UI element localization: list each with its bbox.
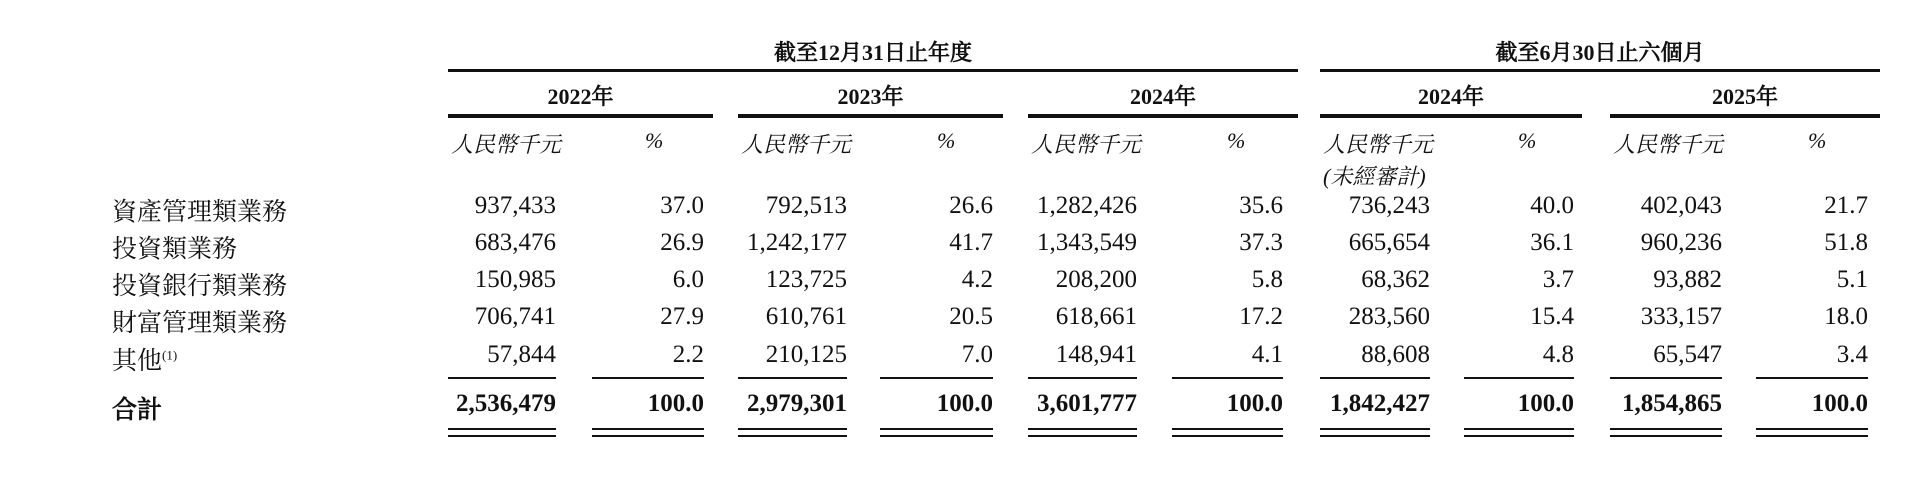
- subtotal-rule: [1172, 377, 1283, 379]
- percent-cell: 37.0: [660, 192, 704, 219]
- amount-cell: 683,476: [474, 229, 556, 256]
- percent-cell: 41.7: [949, 229, 993, 256]
- subheader-amount: 人民幣千元: [741, 132, 852, 157]
- total-double-rule: [592, 428, 704, 430]
- total-double-rule: [1610, 428, 1722, 430]
- amount-cell: 1,282,426: [1037, 192, 1137, 219]
- year-header-2024-annual: 2024年: [1129, 84, 1196, 109]
- total-double-rule: [1464, 435, 1574, 437]
- amount-cell: 2,979,301: [747, 390, 847, 417]
- row-label: [112, 303, 287, 339]
- amount-cell: 1,854,865: [1622, 390, 1722, 417]
- row-label: [112, 192, 287, 228]
- total-double-rule: [1172, 435, 1283, 437]
- percent-cell: 37.3: [1239, 229, 1283, 256]
- subheader-percent: %: [1808, 128, 1827, 153]
- total-double-rule: [880, 428, 993, 430]
- amount-cell: 665,654: [1348, 229, 1430, 256]
- percent-cell: 100.0: [936, 390, 993, 417]
- percent-cell: 6.0: [672, 266, 704, 293]
- row-label: [112, 341, 177, 377]
- total-double-rule: [1028, 435, 1137, 437]
- percent-cell: 100.0: [647, 390, 704, 417]
- amount-cell: 68,362: [1361, 266, 1430, 293]
- percent-cell: 4.2: [961, 266, 993, 293]
- period-rule-annual: [448, 69, 1298, 72]
- amount-cell: 618,661: [1055, 303, 1137, 330]
- period-header-annual: 截至12月31日止年度: [773, 40, 972, 65]
- amount-cell: 937,433: [474, 192, 556, 219]
- subheader-unaudited: (未經審計): [1323, 164, 1426, 189]
- total-double-rule: [448, 435, 556, 437]
- year-rule: [738, 114, 1003, 118]
- amount-cell: 402,043: [1640, 192, 1722, 219]
- amount-cell: 57,844: [487, 341, 556, 368]
- percent-cell: 7.0: [961, 341, 993, 368]
- percent-cell: 15.4: [1530, 303, 1574, 330]
- amount-cell: 210,125: [765, 341, 847, 368]
- amount-cell: 123,725: [765, 266, 847, 293]
- percent-cell: 100.0: [1517, 390, 1574, 417]
- subheader-percent: %: [1518, 128, 1537, 153]
- subheader-amount: 人民幣千元: [451, 132, 562, 157]
- year-header-2023: 2023年: [837, 84, 904, 109]
- subheader-amount: 人民幣千元: [1613, 132, 1724, 157]
- percent-cell: 20.5: [949, 303, 993, 330]
- amount-cell: 792,513: [765, 192, 847, 219]
- amount-cell: 88,608: [1361, 341, 1430, 368]
- amount-cell: 1,242,177: [747, 229, 847, 256]
- percent-cell: 4.8: [1542, 341, 1574, 368]
- amount-cell: 736,243: [1348, 192, 1430, 219]
- percent-cell: 51.8: [1824, 229, 1868, 256]
- subheader-amount: 人民幣千元: [1031, 132, 1142, 157]
- amount-cell: 65,547: [1653, 341, 1722, 368]
- subtotal-rule: [592, 377, 704, 379]
- year-rule: [1320, 114, 1582, 118]
- row-label: [112, 229, 237, 265]
- percent-cell: 26.9: [660, 229, 704, 256]
- row-label-text: 投資銀行類業務: [112, 273, 288, 300]
- year-rule: [448, 114, 713, 118]
- percent-cell: 36.1: [1530, 229, 1574, 256]
- total-double-rule: [738, 435, 847, 437]
- subtotal-rule: [448, 377, 556, 379]
- row-label-text: 投資類業務: [112, 236, 238, 263]
- year-header-2024-interim: 2024年: [1417, 84, 1484, 109]
- row-label: [112, 266, 287, 302]
- amount-cell: 1,842,427: [1330, 390, 1430, 417]
- percent-cell: 3.4: [1836, 341, 1868, 368]
- total-double-rule: [1320, 435, 1430, 437]
- percent-cell: 100.0: [1811, 390, 1868, 417]
- row-label-text: 財富管理類業務: [112, 310, 288, 337]
- year-rule: [1028, 114, 1298, 118]
- amount-cell: 1,343,549: [1037, 229, 1137, 256]
- total-double-rule: [1320, 428, 1430, 430]
- amount-cell: 610,761: [765, 303, 847, 330]
- amount-cell: 148,941: [1055, 341, 1137, 368]
- amount-cell: 283,560: [1348, 303, 1430, 330]
- subtotal-rule: [1464, 377, 1574, 379]
- percent-cell: 18.0: [1824, 303, 1868, 330]
- total-double-rule: [448, 428, 556, 430]
- percent-cell: 35.6: [1239, 192, 1283, 219]
- percent-cell: 40.0: [1530, 192, 1574, 219]
- percent-cell: 4.1: [1251, 341, 1283, 368]
- subtotal-rule: [880, 377, 993, 379]
- subtotal-rule: [1756, 377, 1868, 379]
- percent-cell: 2.2: [672, 341, 704, 368]
- footnote-marker: (1): [162, 347, 178, 363]
- total-double-rule: [1172, 428, 1283, 430]
- total-double-rule: [880, 435, 993, 437]
- subtotal-rule: [738, 377, 847, 379]
- year-rule: [1610, 114, 1880, 118]
- percent-cell: 21.7: [1824, 192, 1868, 219]
- amount-cell: 150,985: [474, 266, 556, 293]
- percent-cell: 26.6: [949, 192, 993, 219]
- subheader-amount: 人民幣千元: [1323, 132, 1434, 157]
- total-double-rule: [1756, 435, 1868, 437]
- subheader-percent: %: [1227, 128, 1246, 153]
- percent-cell: 5.1: [1836, 266, 1868, 293]
- amount-cell: 960,236: [1640, 229, 1722, 256]
- subtotal-rule: [1320, 377, 1430, 379]
- amount-cell: 706,741: [474, 303, 556, 330]
- percent-cell: 27.9: [660, 303, 704, 330]
- percent-cell: 100.0: [1226, 390, 1283, 417]
- amount-cell: 2,536,479: [456, 390, 556, 417]
- percent-cell: 5.8: [1251, 266, 1283, 293]
- amount-cell: 208,200: [1055, 266, 1137, 293]
- row-label-text: 其他: [112, 348, 163, 375]
- percent-cell: 3.7: [1542, 266, 1574, 293]
- total-double-rule: [1610, 435, 1722, 437]
- amount-cell: 333,157: [1640, 303, 1722, 330]
- total-double-rule: [1028, 428, 1137, 430]
- row-label-text: 合計: [112, 397, 163, 424]
- subheader-percent: %: [645, 128, 664, 153]
- amount-cell: 3,601,777: [1037, 390, 1137, 417]
- year-header-2025-interim: 2025年: [1711, 84, 1778, 109]
- row-label-text: 資產管理類業務: [112, 199, 288, 226]
- subheader-percent: %: [937, 128, 956, 153]
- total-double-rule: [1756, 428, 1868, 430]
- amount-cell: 93,882: [1653, 266, 1722, 293]
- period-rule-six-months: [1320, 69, 1880, 72]
- period-header-six-months: 截至6月30日止六個月: [1495, 40, 1705, 65]
- subtotal-rule: [1610, 377, 1722, 379]
- row-label: [112, 390, 162, 426]
- year-header-2022: 2022年: [547, 84, 614, 109]
- total-double-rule: [1464, 428, 1574, 430]
- subtotal-rule: [1028, 377, 1137, 379]
- percent-cell: 17.2: [1239, 303, 1283, 330]
- total-double-rule: [738, 428, 847, 430]
- total-double-rule: [592, 435, 704, 437]
